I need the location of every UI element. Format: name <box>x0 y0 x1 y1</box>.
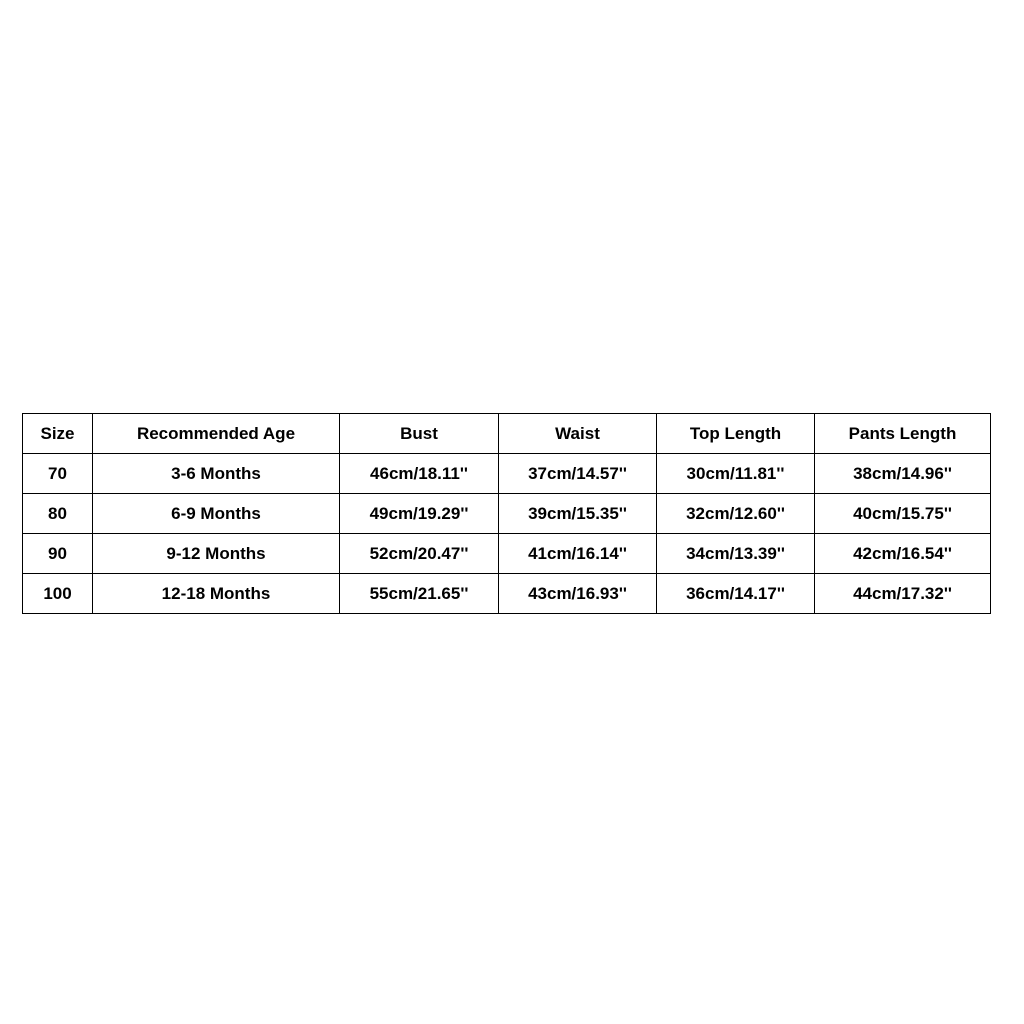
cell-size: 100 <box>23 574 93 614</box>
table-header <box>23 414 991 454</box>
column-header-top-length: Top Length <box>657 414 815 454</box>
table-row <box>23 534 991 574</box>
column-header-bust: Bust <box>340 414 499 454</box>
cell-recommended-age: 9-12 Months <box>93 534 340 574</box>
size-chart-table <box>22 413 991 614</box>
cell-top-length: 30cm/11.81'' <box>657 454 815 494</box>
cell-size: 80 <box>23 494 93 534</box>
cell-pants-length: 42cm/16.54'' <box>815 534 991 574</box>
table-row <box>23 454 991 494</box>
cell-top-length: 36cm/14.17'' <box>657 574 815 614</box>
cell-pants-length: 40cm/15.75'' <box>815 494 991 534</box>
table-body <box>23 454 991 614</box>
cell-top-length: 34cm/13.39'' <box>657 534 815 574</box>
cell-bust: 55cm/21.65'' <box>340 574 499 614</box>
cell-size: 70 <box>23 454 93 494</box>
cell-bust: 46cm/18.11'' <box>340 454 499 494</box>
cell-recommended-age: 12-18 Months <box>93 574 340 614</box>
cell-waist: 41cm/16.14'' <box>499 534 657 574</box>
cell-waist: 43cm/16.93'' <box>499 574 657 614</box>
column-header-size: Size <box>23 414 93 454</box>
cell-pants-length: 38cm/14.96'' <box>815 454 991 494</box>
cell-bust: 49cm/19.29'' <box>340 494 499 534</box>
cell-waist: 39cm/15.35'' <box>499 494 657 534</box>
cell-size: 90 <box>23 534 93 574</box>
table-row <box>23 494 991 534</box>
cell-pants-length: 44cm/17.32'' <box>815 574 991 614</box>
cell-recommended-age: 3-6 Months <box>93 454 340 494</box>
cell-top-length: 32cm/12.60'' <box>657 494 815 534</box>
column-header-waist: Waist <box>499 414 657 454</box>
cell-waist: 37cm/14.57'' <box>499 454 657 494</box>
table-row <box>23 574 991 614</box>
cell-bust: 52cm/20.47'' <box>340 534 499 574</box>
cell-recommended-age: 6-9 Months <box>93 494 340 534</box>
column-header-recommended-age: Recommended Age <box>93 414 340 454</box>
column-header-pants-length: Pants Length <box>815 414 991 454</box>
header-row <box>23 414 991 454</box>
